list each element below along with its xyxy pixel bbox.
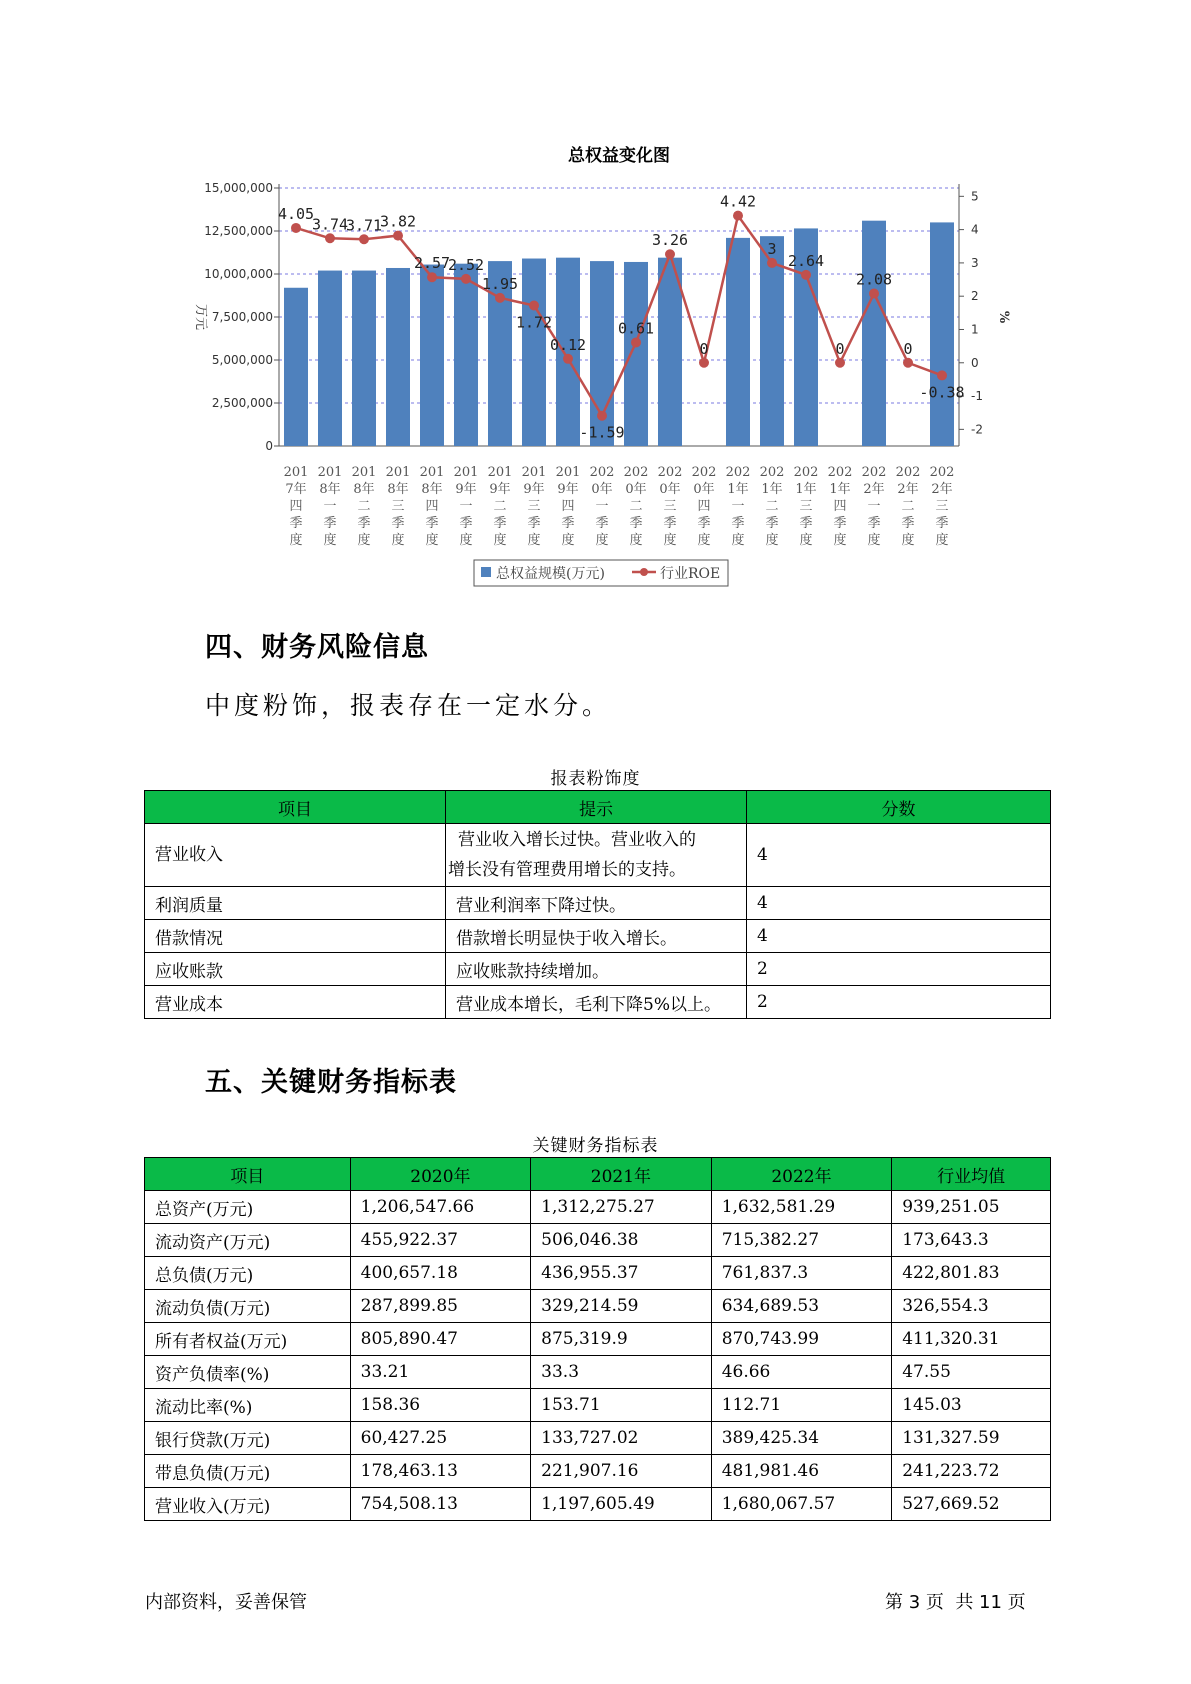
risk-header-item: 项目 — [145, 791, 446, 824]
kpi-value-cell: 1,206,547.66 — [350, 1191, 531, 1224]
x-tick-label: 季 — [663, 516, 677, 531]
table-row — [145, 986, 1051, 1019]
risk-hint — [446, 824, 747, 887]
kpi-value-cell: 1,312,275.27 — [531, 1191, 712, 1224]
x-tick-label: 度 — [323, 533, 337, 548]
risk-score: 4 — [747, 824, 1051, 887]
x-tick-label: 季 — [731, 516, 745, 531]
roe-point — [461, 274, 471, 284]
y2-tick-label: -1 — [971, 389, 983, 404]
risk-score: 4 — [747, 887, 1051, 920]
x-tick-label: 三 — [935, 499, 949, 514]
x-tick-label: 9年 — [557, 482, 579, 497]
x-tick-label: 9年 — [455, 482, 477, 497]
x-tick-label: 季 — [561, 516, 575, 531]
x-tick-label: 一 — [323, 499, 337, 514]
kpi-value-cell: 221,907.16 — [531, 1455, 712, 1488]
x-tick-label: 202 — [725, 465, 751, 480]
x-tick-label: 季 — [697, 516, 711, 531]
x-tick-label: 度 — [459, 533, 473, 548]
kpi-value-cell: 178,463.13 — [350, 1455, 531, 1488]
kpi-value-cell: 158.36 — [350, 1389, 531, 1422]
kpi-table — [144, 1157, 1051, 1521]
y-tick-label: 10,000,000 — [204, 267, 273, 281]
kpi-value-cell: 1,680,067.57 — [711, 1488, 892, 1521]
kpi-item-cell: 所有者权益(万元) — [145, 1323, 351, 1356]
risk-item: 应收账款 — [145, 953, 446, 986]
x-tick-label: 季 — [493, 516, 507, 531]
risk-summary-text: 中度粉饰，报表存在一定水分。 — [205, 691, 612, 720]
kpi-value-cell: 761,837.3 — [711, 1257, 892, 1290]
x-tick-label: 四 — [289, 499, 303, 514]
x-tick-label: 1年 — [795, 482, 817, 497]
x-tick-label: 度 — [357, 533, 371, 548]
roe-data-label: 4.42 — [719, 192, 757, 211]
section5-heading: 五、关键财务指标表 — [205, 1067, 457, 1098]
roe-data-label: 3 — [767, 239, 777, 258]
x-tick-label: 202 — [929, 465, 955, 480]
x-tick-label: 9年 — [489, 482, 511, 497]
x-tick-label: 季 — [595, 516, 609, 531]
x-tick-label: 度 — [901, 533, 915, 548]
kpi-value-cell: 400,657.18 — [350, 1257, 531, 1290]
kpi-value-cell: 287,899.85 — [350, 1290, 531, 1323]
kpi-value-cell: 389,425.34 — [711, 1422, 892, 1455]
x-tick-label: 季 — [289, 516, 303, 531]
risk-hint-line: 增长没有管理费用增长的支持。 — [448, 860, 686, 880]
roe-point — [393, 231, 403, 241]
x-tick-label: 201 — [419, 465, 445, 480]
risk-score: 2 — [747, 986, 1051, 1019]
kpi-value-cell: 455,922.37 — [350, 1224, 531, 1257]
bar — [658, 258, 682, 446]
x-tick-label: 202 — [827, 465, 853, 480]
y-tick-label: 0 — [265, 439, 273, 453]
kpi-value-cell: 436,955.37 — [531, 1257, 712, 1290]
x-tick-label: 1年 — [727, 482, 749, 497]
x-tick-label: 202 — [793, 465, 819, 480]
y2-tick-label: 5 — [971, 189, 979, 204]
x-tick-label: 度 — [663, 533, 677, 548]
kpi-header-cell: 项目 — [145, 1158, 351, 1191]
roe-data-label: 0.61 — [617, 319, 655, 338]
roe-data-label: 3.74 — [311, 215, 349, 234]
kpi-header-cell: 2021年 — [531, 1158, 712, 1191]
kpi-value-cell: 411,320.31 — [892, 1323, 1051, 1356]
roe-data-label: 4.05 — [277, 204, 315, 223]
kpi-item-cell: 银行贷款(万元) — [145, 1422, 351, 1455]
roe-point — [631, 337, 641, 347]
table-row — [145, 1290, 1051, 1323]
kpi-value-cell: 805,890.47 — [350, 1323, 531, 1356]
x-tick-label: 0年 — [591, 482, 613, 497]
risk-item: 营业收入 — [145, 824, 446, 887]
x-tick-label: 度 — [833, 533, 847, 548]
kpi-value-cell: 1,197,605.49 — [531, 1488, 712, 1521]
roe-point — [937, 370, 947, 380]
risk-item: 利润质量 — [145, 887, 446, 920]
risk-hint: 应收账款持续增加。 — [446, 953, 747, 986]
footer-confidential: 内部资料，妥善保管 — [145, 1592, 307, 1613]
y2-tick-label: 2 — [971, 289, 979, 304]
roe-point — [325, 233, 335, 243]
x-tick-label: 季 — [459, 516, 473, 531]
roe-point — [699, 358, 709, 368]
section4-heading: 四、财务风险信息 — [205, 632, 429, 663]
x-tick-label: 201 — [555, 465, 581, 480]
x-tick-label: 季 — [527, 516, 541, 531]
table-row — [145, 1224, 1051, 1257]
bar — [862, 221, 886, 446]
kpi-item-cell: 流动负债(万元) — [145, 1290, 351, 1323]
legend-swatch-point — [640, 568, 648, 576]
x-tick-label: 度 — [493, 533, 507, 548]
kpi-value-cell: 131,327.59 — [892, 1422, 1051, 1455]
x-tick-label: 季 — [425, 516, 439, 531]
table-row — [145, 1389, 1051, 1422]
kpi-value-cell: 527,669.52 — [892, 1488, 1051, 1521]
x-tick-label: 7年 — [285, 482, 307, 497]
x-tick-label: 2年 — [897, 482, 919, 497]
table-row — [145, 920, 1051, 953]
kpi-value-cell: 939,251.05 — [892, 1191, 1051, 1224]
x-tick-label: 9年 — [523, 482, 545, 497]
x-tick-label: 度 — [561, 533, 575, 548]
x-tick-label: 四 — [833, 499, 847, 514]
x-tick-label: 四 — [697, 499, 711, 514]
x-tick-label: 二 — [493, 499, 507, 514]
risk-hint-line: 营业收入增长过快。营业收入的 — [458, 830, 696, 850]
x-tick-label: 8年 — [353, 482, 375, 497]
roe-point — [665, 249, 675, 259]
bar — [420, 265, 444, 446]
legend-label-bar: 总权益规模(万元) — [496, 566, 605, 582]
kpi-value-cell: 112.71 — [711, 1389, 892, 1422]
risk-header-score: 分数 — [747, 791, 1051, 824]
kpi-table-caption: 关键财务指标表 — [532, 1136, 659, 1156]
risk-item: 借款情况 — [145, 920, 446, 953]
kpi-header-cell: 行业均值 — [892, 1158, 1051, 1191]
roe-point — [733, 211, 743, 221]
kpi-value-cell: 634,689.53 — [711, 1290, 892, 1323]
x-tick-label: 201 — [385, 465, 411, 480]
x-tick-label: 一 — [459, 499, 473, 514]
x-tick-label: 季 — [765, 516, 779, 531]
kpi-value-cell: 481,981.46 — [711, 1455, 892, 1488]
x-tick-label: 二 — [629, 499, 643, 514]
x-tick-label: 季 — [391, 516, 405, 531]
risk-item: 营业成本 — [145, 986, 446, 1019]
risk-score: 4 — [747, 920, 1051, 953]
kpi-value-cell: 875,319.9 — [531, 1323, 712, 1356]
y-tick-label: 12,500,000 — [204, 224, 273, 238]
x-tick-label: 1年 — [761, 482, 783, 497]
x-tick-label: 度 — [697, 533, 711, 548]
x-tick-label: 度 — [595, 533, 609, 548]
x-tick-label: 三 — [391, 499, 405, 514]
kpi-value-cell: 241,223.72 — [892, 1455, 1051, 1488]
y2-tick-label: 0 — [971, 355, 979, 370]
x-tick-label: 8年 — [319, 482, 341, 497]
x-tick-label: 度 — [527, 533, 541, 548]
roe-point — [427, 272, 437, 282]
bar — [726, 238, 750, 446]
y2-tick-label: 4 — [971, 222, 979, 237]
kpi-value-cell: 326,554.3 — [892, 1290, 1051, 1323]
roe-point — [563, 354, 573, 364]
roe-data-label: 3.26 — [651, 231, 689, 250]
kpi-header-row — [145, 1158, 1051, 1191]
roe-data-label: 0 — [835, 339, 845, 358]
y2-axis-label: % — [996, 310, 1011, 324]
y2-tick-label: -2 — [971, 422, 983, 437]
x-tick-label: 度 — [867, 533, 881, 548]
y-tick-label: 5,000,000 — [211, 353, 273, 367]
roe-data-label: 0 — [903, 339, 913, 358]
table-row — [145, 1356, 1051, 1389]
x-tick-label: 1年 — [829, 482, 851, 497]
kpi-item-cell: 总资产(万元) — [145, 1191, 351, 1224]
y2-tick-label: 1 — [971, 322, 979, 337]
kpi-item-cell: 带息负债(万元) — [145, 1455, 351, 1488]
x-tick-label: 202 — [623, 465, 649, 480]
risk-hint: 营业成本增长，毛利下降5%以上。 — [446, 986, 747, 1019]
roe-data-label: 1.72 — [515, 313, 553, 332]
roe-data-label: 3.71 — [345, 216, 383, 235]
x-tick-label: 季 — [323, 516, 337, 531]
roe-point — [529, 301, 539, 311]
x-tick-label: 度 — [765, 533, 779, 548]
kpi-header-cell: 2020年 — [350, 1158, 531, 1191]
x-tick-label: 0年 — [693, 482, 715, 497]
roe-data-label: 0 — [699, 339, 709, 358]
bar — [284, 288, 308, 446]
bar — [624, 262, 648, 446]
x-tick-label: 四 — [425, 499, 439, 514]
roe-data-label: 1.95 — [481, 274, 519, 293]
x-tick-label: 二 — [357, 499, 371, 514]
table-row — [145, 1257, 1051, 1290]
x-tick-label: 8年 — [421, 482, 443, 497]
legend-swatch-bar — [481, 567, 491, 577]
table-row — [145, 1191, 1051, 1224]
x-tick-label: 202 — [691, 465, 717, 480]
kpi-item-cell: 流动资产(万元) — [145, 1224, 351, 1257]
x-tick-label: 季 — [935, 516, 949, 531]
risk-table-caption: 报表粉饰度 — [550, 769, 641, 789]
roe-data-label: 0.12 — [549, 335, 587, 354]
roe-data-label: 2.52 — [447, 255, 485, 274]
table-row — [145, 887, 1051, 920]
table-row — [145, 824, 1051, 887]
kpi-value-cell: 145.03 — [892, 1389, 1051, 1422]
kpi-value-cell: 422,801.83 — [892, 1257, 1051, 1290]
roe-point — [495, 293, 505, 303]
roe-data-label: 2.08 — [855, 270, 893, 289]
x-tick-label: 201 — [351, 465, 377, 480]
x-tick-label: 季 — [629, 516, 643, 531]
kpi-value-cell: 715,382.27 — [711, 1224, 892, 1257]
x-tick-label: 202 — [895, 465, 921, 480]
bar — [522, 259, 546, 446]
y-tick-label: 15,000,000 — [204, 181, 273, 195]
x-tick-label: 四 — [561, 499, 575, 514]
x-tick-label: 2年 — [931, 482, 953, 497]
kpi-value-cell: 173,643.3 — [892, 1224, 1051, 1257]
x-tick-label: 0年 — [659, 482, 681, 497]
y-axis-label: 万元 — [193, 303, 208, 331]
roe-data-label: 2.57 — [413, 254, 451, 273]
x-tick-label: 201 — [487, 465, 513, 480]
roe-point — [359, 234, 369, 244]
x-tick-label: 0年 — [625, 482, 647, 497]
x-tick-label: 202 — [759, 465, 785, 480]
x-tick-label: 202 — [589, 465, 615, 480]
roe-point — [291, 223, 301, 233]
risk-table — [144, 790, 1051, 1019]
kpi-value-cell: 46.66 — [711, 1356, 892, 1389]
risk-header-hint: 提示 — [446, 791, 747, 824]
legend-label-line: 行业ROE — [660, 566, 721, 582]
kpi-value-cell: 754,508.13 — [350, 1488, 531, 1521]
x-tick-label: 季 — [357, 516, 371, 531]
roe-point — [801, 270, 811, 280]
x-tick-label: 度 — [629, 533, 643, 548]
roe-point — [597, 411, 607, 421]
x-tick-label: 度 — [425, 533, 439, 548]
table-row — [145, 1488, 1051, 1521]
table-row — [145, 1455, 1051, 1488]
x-tick-label: 201 — [521, 465, 547, 480]
x-tick-label: 202 — [861, 465, 887, 480]
table-row — [145, 1422, 1051, 1455]
roe-data-label: -1.59 — [579, 423, 625, 442]
bar — [352, 271, 376, 446]
table-row — [145, 953, 1051, 986]
x-tick-label: 201 — [317, 465, 343, 480]
x-tick-label: 季 — [867, 516, 881, 531]
kpi-item-cell: 资产负债率(%) — [145, 1356, 351, 1389]
equity-chart — [0, 0, 1191, 600]
bar — [930, 222, 954, 446]
y-tick-label: 2,500,000 — [211, 396, 273, 410]
roe-data-label: -0.38 — [919, 383, 965, 402]
kpi-value-cell: 329,214.59 — [531, 1290, 712, 1323]
roe-point — [903, 358, 913, 368]
bar — [318, 271, 342, 446]
risk-hint: 营业利润率下降过快。 — [446, 887, 747, 920]
x-tick-label: 一 — [731, 499, 745, 514]
x-tick-label: 度 — [935, 533, 949, 548]
kpi-item-cell: 流动比率(%) — [145, 1389, 351, 1422]
risk-hint: 借款增长明显快于收入增长。 — [446, 920, 747, 953]
footer-page-number: 第 3 页 共 11 页 — [885, 1592, 1026, 1613]
roe-point — [835, 358, 845, 368]
x-tick-label: 季 — [799, 516, 813, 531]
roe-data-label: 2.64 — [787, 251, 825, 270]
x-tick-label: 度 — [289, 533, 303, 548]
x-tick-label: 二 — [901, 499, 915, 514]
roe-point — [869, 289, 879, 299]
kpi-value-cell: 33.21 — [350, 1356, 531, 1389]
x-tick-label: 三 — [799, 499, 813, 514]
kpi-value-cell: 153.71 — [531, 1389, 712, 1422]
x-tick-label: 二 — [765, 499, 779, 514]
chart-title: 总权益变化图 — [568, 146, 670, 166]
x-tick-label: 一 — [595, 499, 609, 514]
y2-tick-label: 3 — [971, 255, 979, 270]
roe-point — [767, 258, 777, 268]
x-tick-label: 季 — [901, 516, 915, 531]
x-tick-label: 三 — [527, 499, 541, 514]
kpi-value-cell: 506,046.38 — [531, 1224, 712, 1257]
risk-score: 2 — [747, 953, 1051, 986]
bar — [386, 268, 410, 446]
x-tick-label: 季 — [833, 516, 847, 531]
x-tick-label: 度 — [391, 533, 405, 548]
x-tick-label: 一 — [867, 499, 881, 514]
x-tick-label: 202 — [657, 465, 683, 480]
x-tick-label: 201 — [283, 465, 309, 480]
x-tick-label: 三 — [663, 499, 677, 514]
x-tick-label: 度 — [731, 533, 745, 548]
x-tick-label: 度 — [799, 533, 813, 548]
table-row — [145, 1323, 1051, 1356]
kpi-value-cell: 47.55 — [892, 1356, 1051, 1389]
kpi-value-cell: 33.3 — [531, 1356, 712, 1389]
kpi-item-cell: 营业收入(万元) — [145, 1488, 351, 1521]
kpi-value-cell: 870,743.99 — [711, 1323, 892, 1356]
x-tick-label: 201 — [453, 465, 479, 480]
kpi-header-cell: 2022年 — [711, 1158, 892, 1191]
kpi-value-cell: 133,727.02 — [531, 1422, 712, 1455]
kpi-value-cell: 1,632,581.29 — [711, 1191, 892, 1224]
roe-data-label: 3.82 — [379, 212, 417, 231]
kpi-item-cell: 总负债(万元) — [145, 1257, 351, 1290]
x-tick-label: 2年 — [863, 482, 885, 497]
kpi-value-cell: 60,427.25 — [350, 1422, 531, 1455]
bar — [454, 264, 478, 446]
y-tick-label: 7,500,000 — [211, 310, 273, 324]
x-tick-label: 8年 — [387, 482, 409, 497]
